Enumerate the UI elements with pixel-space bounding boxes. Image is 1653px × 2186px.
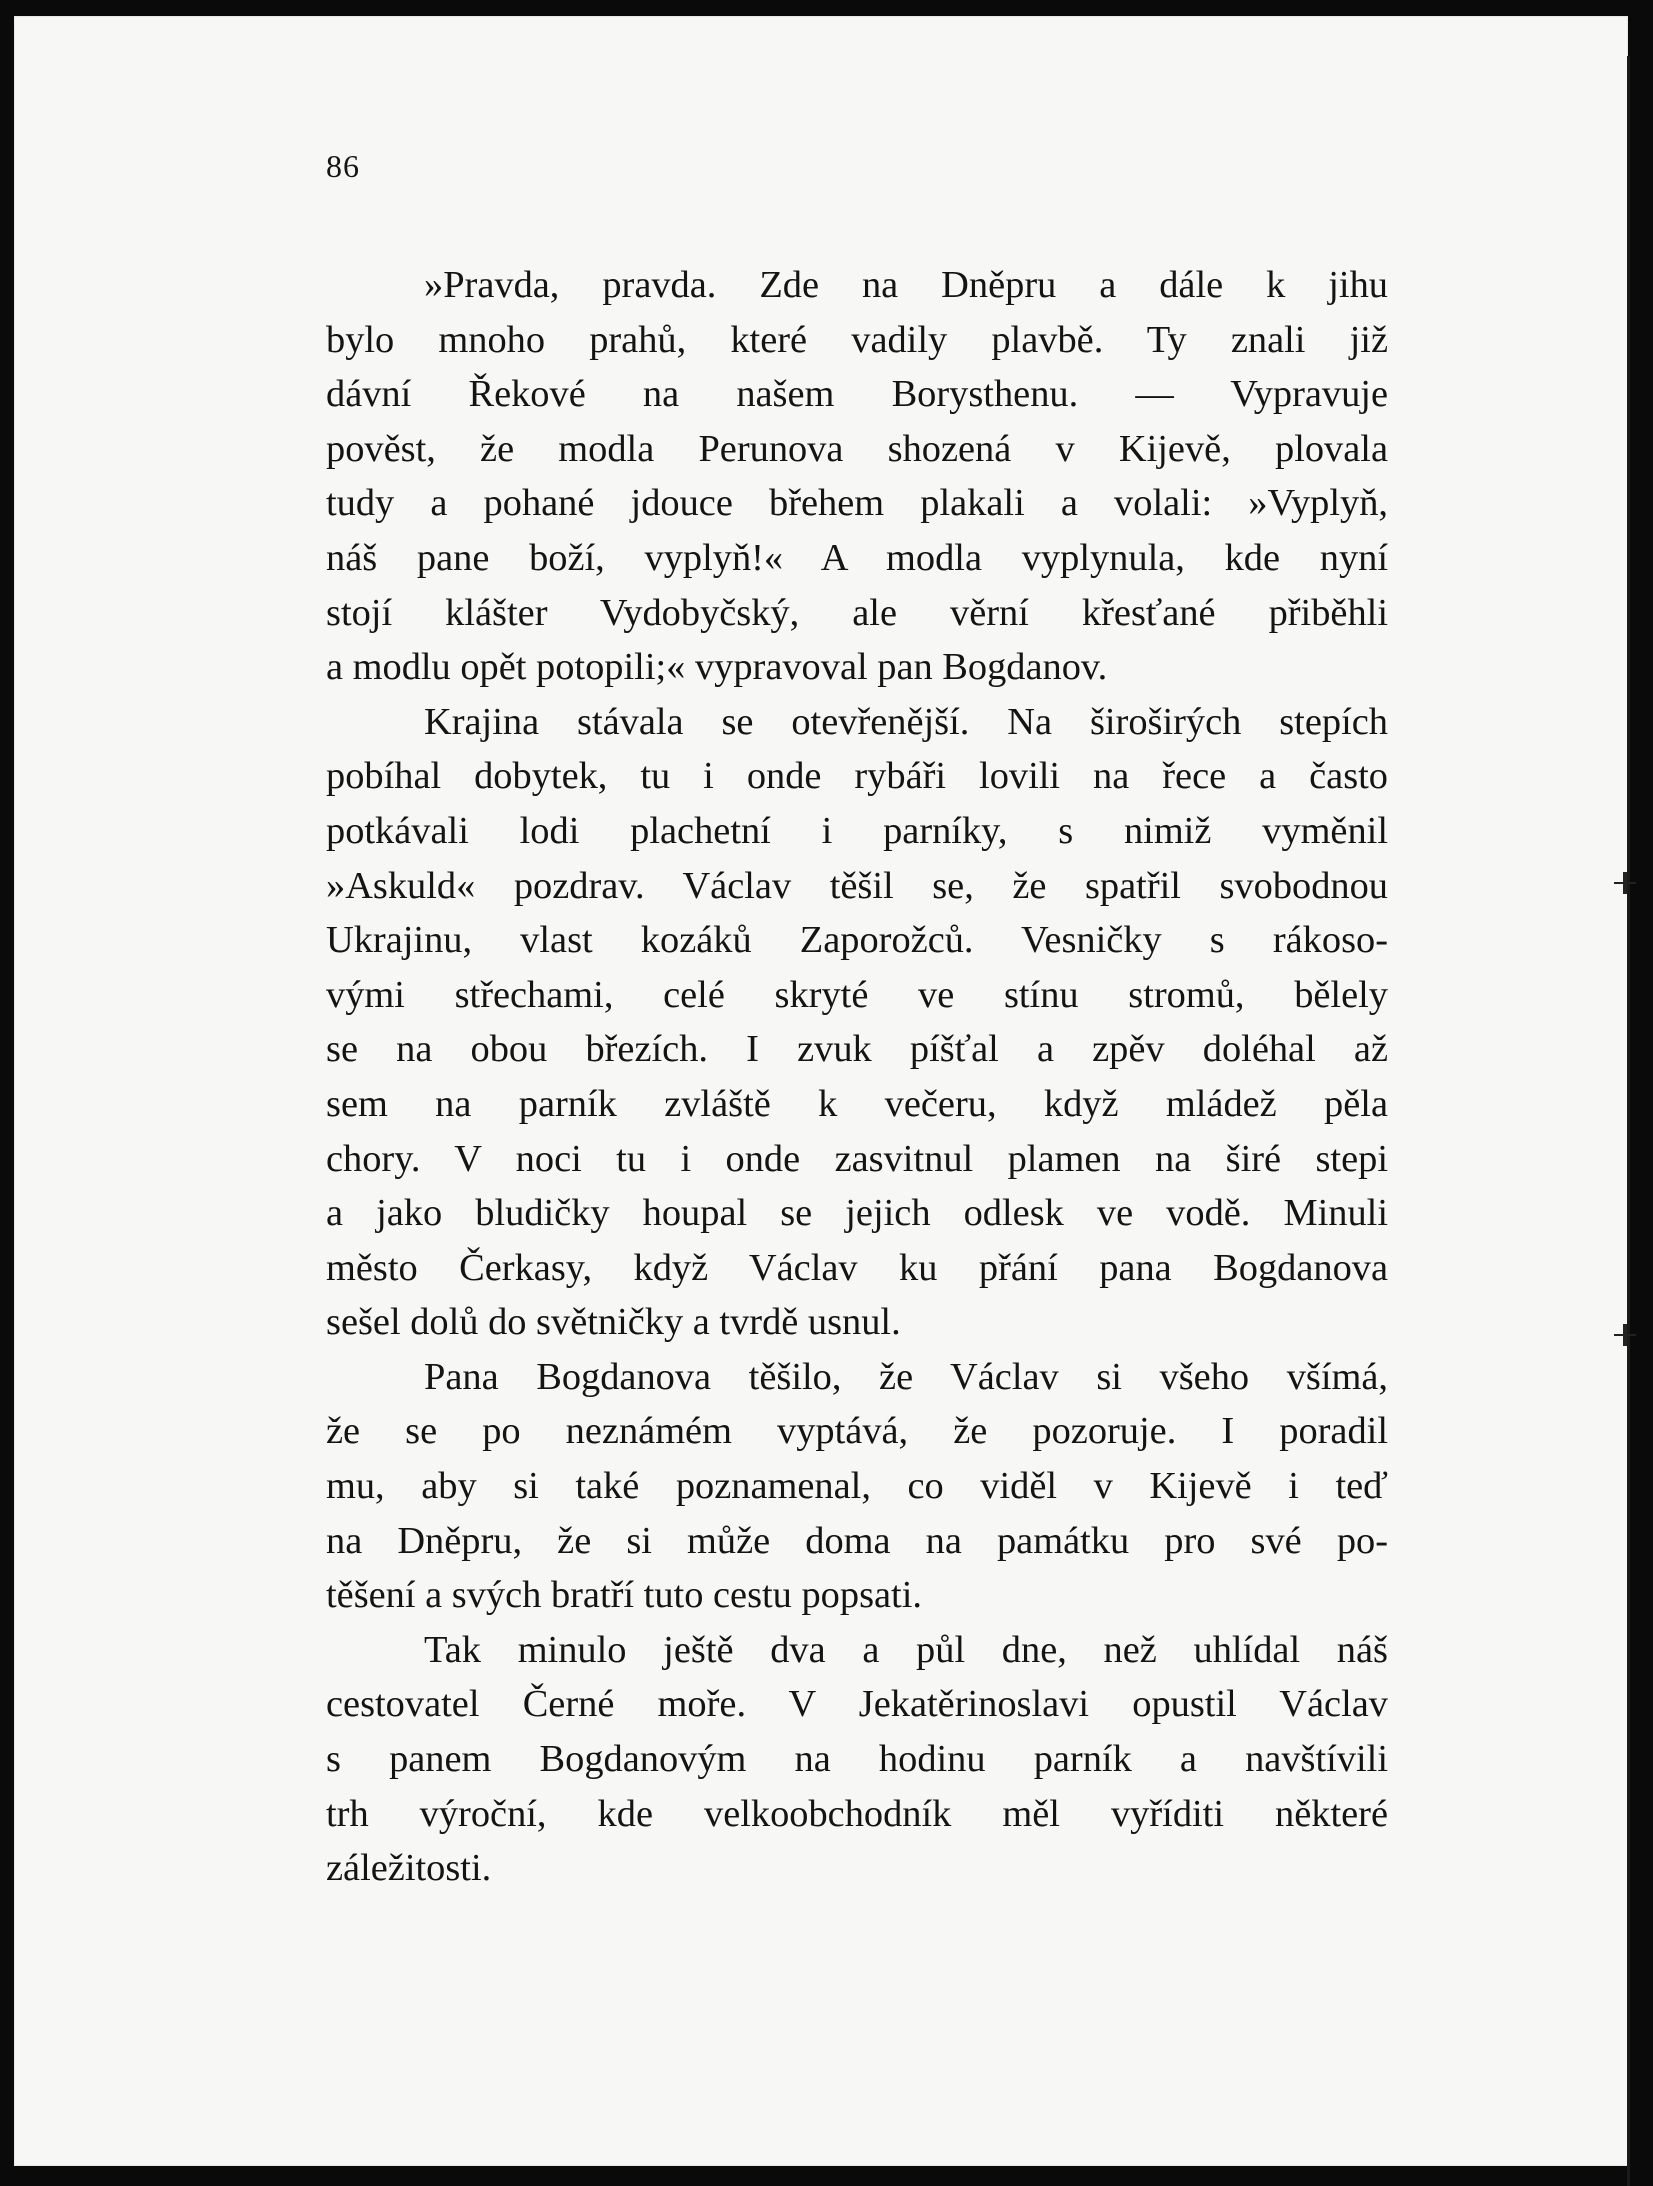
text-line: cestovatel Černé moře. V Jekatěrinoslavi opustil Václav <box>326 1683 1388 1726</box>
text-line: pobíhal dobytek, tu i onde rybáři lovili na řece a často <box>326 755 1388 798</box>
text-line: chory. V noci tu i onde zasvitnul plamen na širé stepi <box>326 1137 1388 1180</box>
page-number: 86 <box>326 148 360 184</box>
text-line: sem na parník zvláště k večeru, když mládež pěla <box>326 1082 1388 1125</box>
page-edge-shadow <box>1627 56 1630 2186</box>
paragraph <box>326 258 1388 695</box>
text-line: Tak minulo ještě dva a půl dne, než uhlídal náš <box>424 1628 1388 1671</box>
text-line: »Pravda, pravda. Zde na Dněpru a dále k jihu <box>424 264 1388 306</box>
text-line: trh výroční, kde velkoobchodník měl vyříditi některé <box>326 1792 1388 1835</box>
text-line: bylo mnoho prahů, které vadily plavbě. Ty znali již <box>326 318 1388 361</box>
text-line: stojí klášter Vydobyčský, ale věrní křesťané přiběhli <box>326 591 1388 634</box>
text-line: na Dněpru, že si může doma na památku pro své po- <box>326 1519 1388 1562</box>
text-line: sešel dolů do světničky a tvrdě usnul. <box>326 1301 901 1344</box>
text-line: město Čerkasy, když Václav ku přání pana Bogdanova <box>326 1246 1388 1289</box>
text-line: Pana Bogdanova těšilo, že Václav si všeho všímá, <box>424 1355 1388 1398</box>
text-line: že se po neznámém vyptává, že pozoruje. I poradil <box>326 1410 1388 1453</box>
text-line: vými střechami, celé skryté ve stínu stromů, bělely <box>326 973 1388 1016</box>
binding-mark <box>1614 1334 1636 1336</box>
text-line: Krajina stávala se otevřenější. Na široširých stepích <box>424 700 1388 743</box>
text-line: s panem Bogdanovým na hodinu parník a navštívili <box>326 1738 1388 1781</box>
text-line: potkávali lodi plachetní i parníky, s nimiž vyměnil <box>326 809 1388 852</box>
text-line: náš pane boží, vyplyň!« A modla vyplynula, kde nyní <box>326 536 1388 579</box>
binding-mark <box>1614 882 1636 884</box>
text-line: a jako bludičky houpal se jejich odlesk ve vodě. Minuli <box>326 1192 1388 1235</box>
paragraph <box>326 1623 1388 1896</box>
text-line: dávní Řekové na našem Borysthenu. — Vypravuje <box>326 373 1388 416</box>
text-line: a modlu opět potopili;« vypravoval pan Bogdanov. <box>326 646 1108 689</box>
text-line: mu, aby si také poznamenal, co viděl v Kijevě i teď <box>326 1465 1388 1508</box>
paragraph <box>326 695 1388 1350</box>
text-line: »Askuld« pozdrav. Václav těšil se, že spatřil svobodnou <box>326 864 1388 907</box>
body-text <box>326 258 1388 1896</box>
text-line: tudy a pohané jdouce břehem plakali a volali: »Vyplyň, <box>326 482 1388 525</box>
text-line: záležitosti. <box>326 1847 492 1890</box>
text-line: těšení a svých bratří tuto cestu popsati. <box>326 1574 922 1617</box>
text-line: Ukrajinu, vlast kozáků Zaporožců. Vesničky s rákoso- <box>326 919 1388 962</box>
text-line: se na obou březích. I zvuk píšťal a zpěv doléhal až <box>326 1028 1388 1071</box>
text-line: pověst, že modla Perunova shozená v Kijevě, plovala <box>326 427 1388 470</box>
paragraph <box>326 1350 1388 1623</box>
